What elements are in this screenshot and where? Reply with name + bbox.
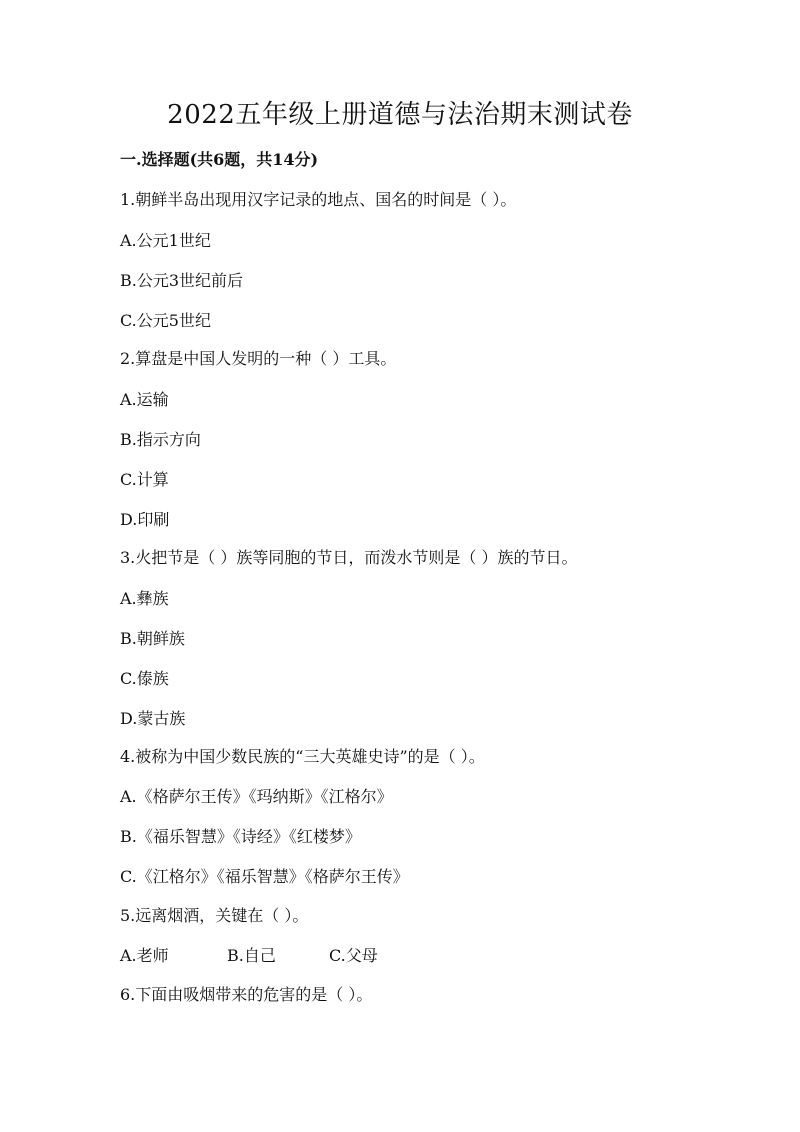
- question-5-stem: 5.远离烟酒，关键在（ ）。: [120, 906, 309, 925]
- question-1-option-c: C.公元5世纪: [120, 311, 211, 330]
- question-3-stem: 3.火把节是（ ）族等同胞的节日，而泼水节则是（ ）族的节日。: [120, 548, 578, 567]
- question-3-option-d: D.蒙古族: [120, 709, 186, 728]
- page-title: 2022五年级上册道德与法治期末测试卷: [167, 100, 633, 130]
- question-3-option-b: B.朝鲜族: [120, 629, 185, 648]
- question-2-option-d: D.印刷: [120, 510, 170, 529]
- question-5-option-c: C.父母: [329, 946, 378, 965]
- question-1-option-b: B.公元3世纪前后: [120, 271, 244, 290]
- question-2-option-b: B.指示方向: [120, 430, 201, 449]
- section-heading: 一.选择题(共6题，共14分): [120, 150, 319, 169]
- question-3-option-c: C.傣族: [120, 669, 169, 688]
- question-5-option-a: A.老师: [120, 946, 169, 965]
- question-4-option-b: B.《福乐智慧》《诗经》《红楼梦》: [120, 827, 361, 846]
- question-6-stem: 6.下面由吸烟带来的危害的是（ ）。: [120, 985, 373, 1004]
- question-2-option-c: C.计算: [120, 470, 169, 489]
- question-3-option-a: A.彝族: [120, 589, 169, 608]
- question-5-option-b: B.自己: [227, 946, 276, 965]
- question-1-option-a: A.公元1世纪: [120, 231, 211, 250]
- question-1-stem: 1.朝鲜半岛出现用汉字记录的地点、国名的时间是（ ）。: [120, 190, 517, 209]
- question-2-option-a: A.运输: [120, 390, 169, 409]
- question-2-stem: 2.算盘是中国人发明的一种（ ）工具。: [120, 349, 397, 368]
- question-4-stem: 4.被称为中国少数民族的“三大英雄史诗”的是（ ）。: [120, 747, 485, 766]
- question-4-option-c: C.《江格尔》《福乐智慧》《格萨尔王传》: [120, 867, 409, 886]
- question-4-option-a: A.《格萨尔王传》《玛纳斯》《江格尔》: [120, 787, 393, 806]
- question-5-options: [120, 943, 378, 966]
